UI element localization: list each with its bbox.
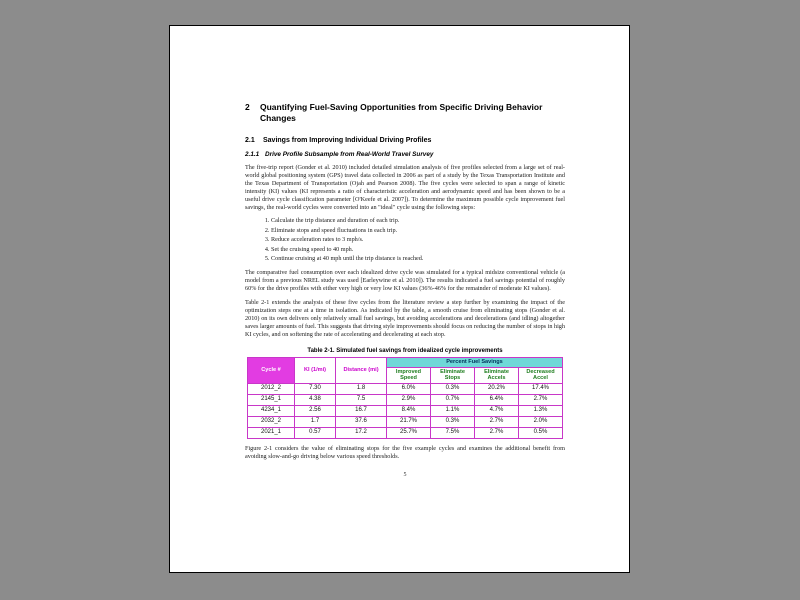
paragraph-4: Figure 2-1 considers the value of eliminating stops for the five example cycles and examines the additional benefit from avoiding slow-and-go driving below various speed thresholds.	[245, 444, 565, 460]
table-cell: 4.7%	[475, 405, 519, 416]
subheader-eliminate-stops: Eliminate Stops	[431, 367, 475, 383]
table-cell: 21.7%	[387, 416, 431, 427]
table-cell: 17.4%	[519, 383, 563, 394]
table-row	[248, 394, 563, 405]
table-cell: 2.7%	[475, 427, 519, 438]
table-caption: Table 2-1. Simulated fuel savings from idealized cycle improvements	[307, 348, 503, 355]
idealization-steps-list	[245, 217, 565, 263]
table-cell: 2.7%	[519, 394, 563, 405]
list-item: 1. Calculate the trip distance and duration of each trip.	[271, 217, 565, 225]
table-cell: 16.7	[336, 405, 387, 416]
section-title: Quantifying Fuel-Saving Opportunities from Specific Driving Behavior Changes	[260, 102, 543, 124]
subsubsection-title: Drive Profile Subsample from Real-World Travel Survey	[265, 151, 434, 159]
table-cell: 2.56	[295, 405, 336, 416]
column-header-distance: Distance (mi)	[336, 358, 387, 383]
subheader-improved-speed: Improved Speed	[387, 367, 431, 383]
document-page	[169, 25, 630, 573]
table-row	[248, 405, 563, 416]
subheader-decreased-accel: Decreased Accel	[519, 367, 563, 383]
table-cell: 7.5	[336, 394, 387, 405]
table-cell: 0.3%	[431, 383, 475, 394]
subsubsection-number: 2.1.1	[245, 151, 260, 159]
table-cell: 1.8	[336, 383, 387, 394]
list-item: 2. Eliminate stops and speed fluctuations in each trip.	[271, 227, 565, 235]
table-cell: 2145_1	[248, 394, 295, 405]
list-item: 4. Set the cruising speed to 40 mph.	[271, 246, 565, 254]
list-item: 5. Continue cruising at 40 mph until the trip distance is reached.	[271, 255, 565, 263]
table-cell: 25.7%	[387, 427, 431, 438]
fuel-savings-table	[247, 357, 563, 438]
paragraph-1: The five-trip report (Gonder et al. 2010) included detailed simulation analysis of five profiles selected from a large set of real-world global positioning system (GPS) travel data collected in 2006 as part of a study by the Texas Transportation Institute and the Texas Department of Transportation (Ojah and Pearson 2008). The five cycles were selected to span a range of kinetic intensity (KI) values (KI represents a ratio of characteristic acceleration and aerodynamic speed and has been shown to be a useful drive cycle classification parameter [O'Keefe et al. 2007]). To determine the maximum possible cycle improvement fuel savings, the real-world cycles were converted into an "ideal" cycle using the following steps:	[245, 164, 565, 212]
table-header-row	[248, 358, 563, 367]
subsection-title: Savings from Improving Individual Driving Profiles	[263, 137, 432, 145]
table-cell: 2.9%	[387, 394, 431, 405]
table-cell: 1.1%	[431, 405, 475, 416]
column-header-cycle: Cycle #	[248, 358, 295, 383]
table-row	[248, 427, 563, 438]
table-cell: 0.3%	[431, 416, 475, 427]
column-group-header: Percent Fuel Savings	[387, 358, 563, 367]
table-cell: 2012_2	[248, 383, 295, 394]
table-cell: 0.57	[295, 427, 336, 438]
table-row	[248, 383, 563, 394]
table-cell: 6.0%	[387, 383, 431, 394]
table-cell: 0.5%	[519, 427, 563, 438]
table-cell: 37.6	[336, 416, 387, 427]
list-item: 3. Reduce acceleration rates to 3 mph/s.	[271, 236, 565, 244]
page-number: 5	[403, 471, 407, 478]
table-cell: 17.2	[336, 427, 387, 438]
table-cell: 4.38	[295, 394, 336, 405]
page-content	[245, 102, 565, 478]
table-cell: 2.0%	[519, 416, 563, 427]
table-cell: 6.4%	[475, 394, 519, 405]
column-header-ki: KI (1/mi)	[295, 358, 336, 383]
subsection-heading	[245, 137, 565, 144]
subsubsection-heading	[245, 151, 565, 158]
table-cell: 4234_1	[248, 405, 295, 416]
subheader-eliminate-accels: Eliminate Accels	[475, 367, 519, 383]
table-cell: 1.3%	[519, 405, 563, 416]
table-cell: 2021_1	[248, 427, 295, 438]
paragraph-2: The comparative fuel consumption over each idealized drive cycle was simulated for a typical midsize conventional vehicle (a model from a previous NREL study was used [Earleywine et al. 2010]). The results indicated a fuel savings potential of roughly 60% for the drive profiles with either very high or very low KI values (36%-46% for the remainder of moderate KI values).	[245, 269, 565, 293]
table-cell: 0.7%	[431, 394, 475, 405]
table-cell: 7.5%	[431, 427, 475, 438]
subsection-number: 2.1	[245, 137, 255, 145]
section-number: 2	[245, 102, 250, 112]
table-row	[248, 416, 563, 427]
table-cell: 20.2%	[475, 383, 519, 394]
table-cell: 8.4%	[387, 405, 431, 416]
table-cell: 7.30	[295, 383, 336, 394]
table-cell: 1.7	[295, 416, 336, 427]
table-body	[248, 383, 563, 438]
section-heading	[245, 102, 565, 124]
table-cell: 2032_2	[248, 416, 295, 427]
table-cell: 2.7%	[475, 416, 519, 427]
paragraph-3: Table 2-1 extends the analysis of these five cycles from the literature review a step further by examining the impact of the optimization steps one at a time in isolation. As indicated by the table, a smooth cruise from eliminating stops (Gonder et al. 2010) on its own delivers only relatively small fuel savings, but avoiding accelerations and decelerations (and idling) altogether saves larger amounts of fuel. This suggests that driving style improvements should focus on reducing the number of stops in high KI cycles, and on softening the rate of accelerating and decelerating at each stop.	[245, 299, 565, 339]
